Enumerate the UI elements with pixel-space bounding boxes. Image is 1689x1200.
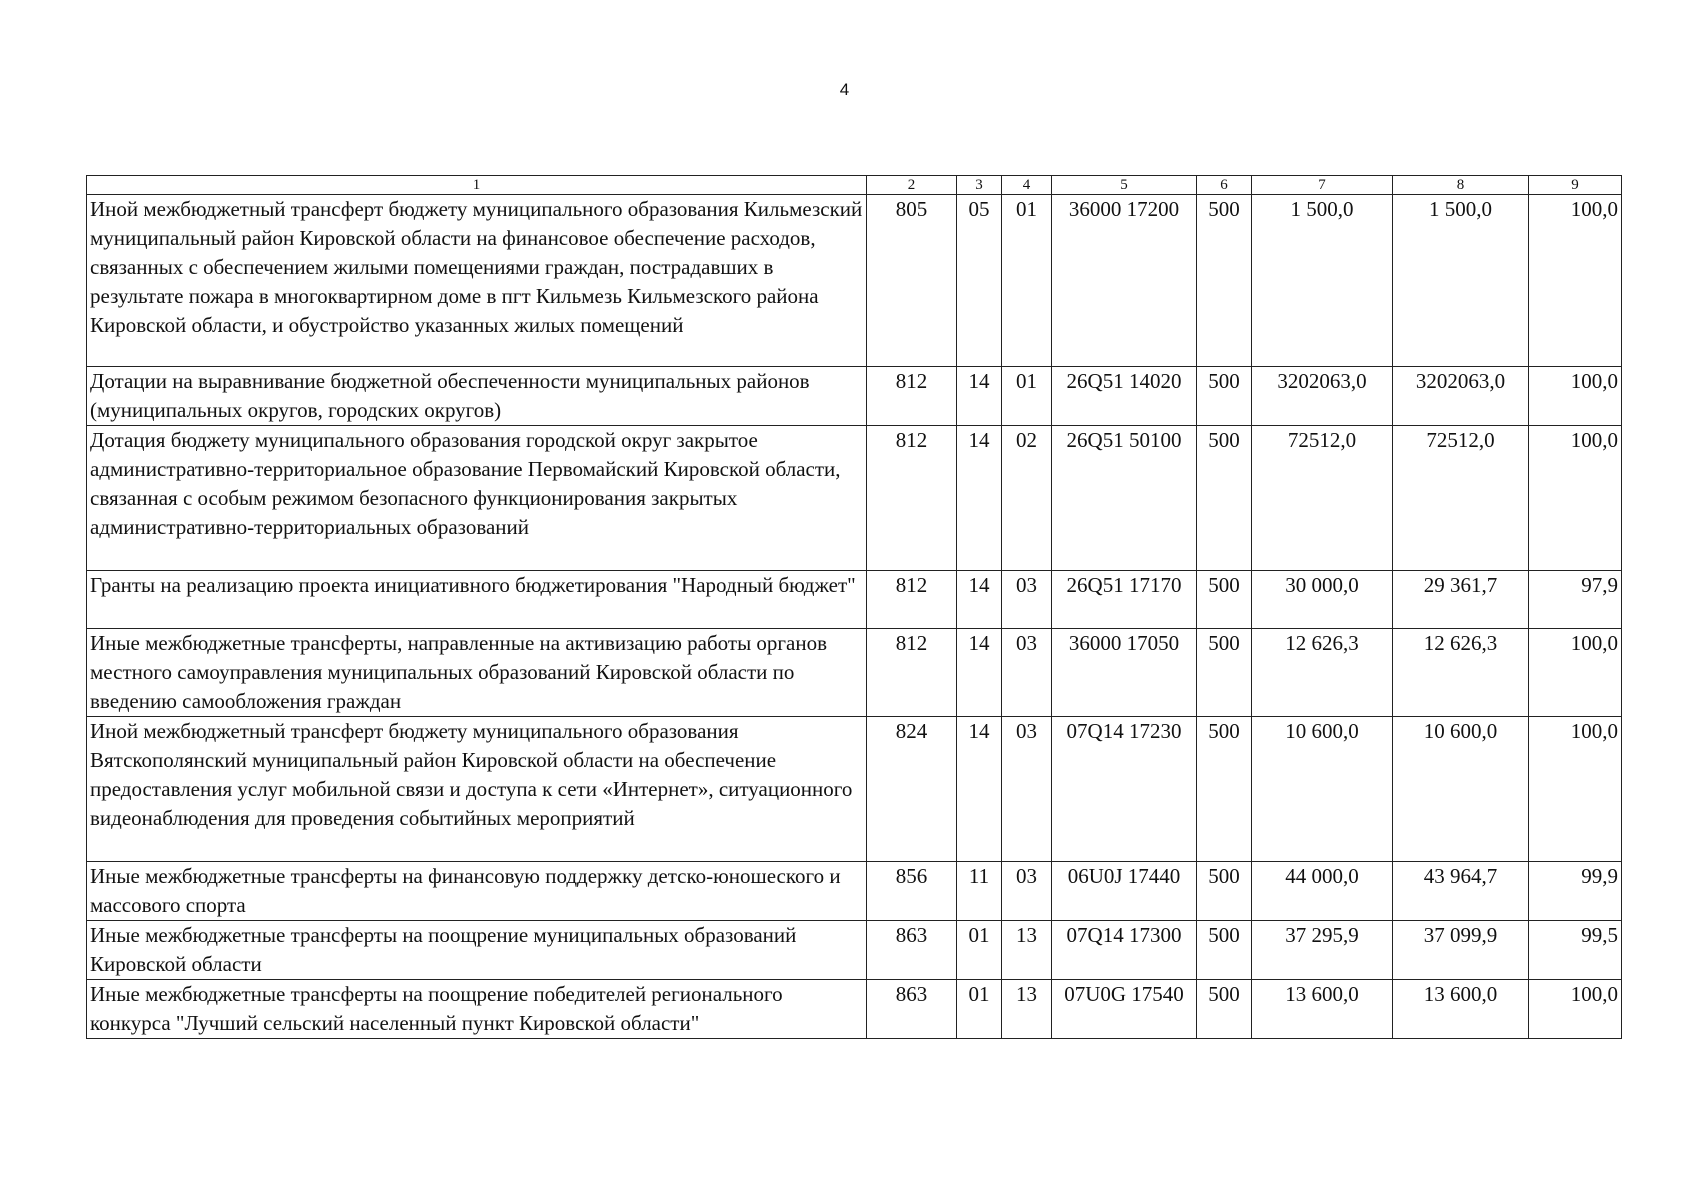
table-row bbox=[87, 921, 1622, 980]
row-description: Иные межбюджетные трансферты, направленные на активизацию работы органов местного самоуправления муниципальных образований Кировской области по введению самообложения граждан bbox=[87, 629, 867, 717]
row-description: Дотация бюджету муниципального образования городской округ закрытое административно-территориальное образование Первомайский Кировской области, связанная с особым режимом безопасного функционирования закрытых административно-территориальных образований bbox=[87, 426, 867, 571]
executed-amount-cell: 43 964,7 bbox=[1393, 862, 1529, 921]
page-number: 4 bbox=[839, 80, 850, 99]
section-code-cell: 01 bbox=[957, 921, 1002, 980]
admin-code-cell: 863 bbox=[867, 980, 957, 1039]
executed-amount-cell: 37 099,9 bbox=[1393, 921, 1529, 980]
section-code-cell: 14 bbox=[957, 426, 1002, 571]
subsection-code-cell: 02 bbox=[1002, 426, 1052, 571]
column-header: 3 bbox=[957, 176, 1002, 195]
admin-code-cell: 805 bbox=[867, 195, 957, 367]
target-item-cell: 06U0J 17440 bbox=[1052, 862, 1197, 921]
expense-type-cell: 500 bbox=[1197, 862, 1252, 921]
expense-type-cell: 500 bbox=[1197, 629, 1252, 717]
admin-code-cell: 856 bbox=[867, 862, 957, 921]
expense-type-cell: 500 bbox=[1197, 921, 1252, 980]
column-header: 8 bbox=[1393, 176, 1529, 195]
execution-percent-cell: 97,9 bbox=[1529, 571, 1622, 629]
row-description: Иные межбюджетные трансферты на финансовую поддержку детско-юношеского и массового спорта bbox=[87, 862, 867, 921]
column-header: 6 bbox=[1197, 176, 1252, 195]
target-item-cell: 07U0G 17540 bbox=[1052, 980, 1197, 1039]
planned-amount-cell: 3202063,0 bbox=[1252, 367, 1393, 426]
admin-code-cell: 863 bbox=[867, 921, 957, 980]
section-code-cell: 01 bbox=[957, 980, 1002, 1039]
column-header: 7 bbox=[1252, 176, 1393, 195]
section-code-cell: 14 bbox=[957, 717, 1002, 862]
planned-amount-cell: 12 626,3 bbox=[1252, 629, 1393, 717]
executed-amount-cell: 3202063,0 bbox=[1393, 367, 1529, 426]
subsection-code-cell: 01 bbox=[1002, 367, 1052, 426]
row-description: Гранты на реализацию проекта инициативного бюджетирования "Народный бюджет" bbox=[87, 571, 867, 629]
table-row bbox=[87, 717, 1622, 862]
row-description: Иной межбюджетный трансферт бюджету муниципального образования Вятскополянский муниципальный район Кировской области на обеспечение предоставления услуг мобильной связи и доступа к сети «Интернет», ситуационного видеонаблюдения для проведения событийных мероприятий bbox=[87, 717, 867, 862]
subsection-code-cell: 03 bbox=[1002, 629, 1052, 717]
executed-amount-cell: 29 361,7 bbox=[1393, 571, 1529, 629]
expense-type-cell: 500 bbox=[1197, 980, 1252, 1039]
target-item-cell: 36000 17050 bbox=[1052, 629, 1197, 717]
row-description: Иные межбюджетные трансферты на поощрение муниципальных образований Кировской области bbox=[87, 921, 867, 980]
target-item-cell: 26Q51 14020 bbox=[1052, 367, 1197, 426]
table-row bbox=[87, 426, 1622, 571]
subsection-code-cell: 03 bbox=[1002, 571, 1052, 629]
expense-type-cell: 500 bbox=[1197, 717, 1252, 862]
section-code-cell: 05 bbox=[957, 195, 1002, 367]
subsection-code-cell: 01 bbox=[1002, 195, 1052, 367]
row-description: Дотации на выравнивание бюджетной обеспеченности муниципальных районов (муниципальных округов, городских округов) bbox=[87, 367, 867, 426]
target-item-cell: 26Q51 17170 bbox=[1052, 571, 1197, 629]
execution-percent-cell: 100,0 bbox=[1529, 367, 1622, 426]
admin-code-cell: 824 bbox=[867, 717, 957, 862]
table-row bbox=[87, 629, 1622, 717]
execution-percent-cell: 100,0 bbox=[1529, 629, 1622, 717]
admin-code-cell: 812 bbox=[867, 426, 957, 571]
section-code-cell: 11 bbox=[957, 862, 1002, 921]
execution-percent-cell: 99,5 bbox=[1529, 921, 1622, 980]
expense-type-cell: 500 bbox=[1197, 426, 1252, 571]
column-header: 2 bbox=[867, 176, 957, 195]
table-row bbox=[87, 862, 1622, 921]
target-item-cell: 36000 17200 bbox=[1052, 195, 1197, 367]
subsection-code-cell: 13 bbox=[1002, 921, 1052, 980]
executed-amount-cell: 72512,0 bbox=[1393, 426, 1529, 571]
section-code-cell: 14 bbox=[957, 571, 1002, 629]
executed-amount-cell: 1 500,0 bbox=[1393, 195, 1529, 367]
subsection-code-cell: 03 bbox=[1002, 717, 1052, 862]
target-item-cell: 07Q14 17300 bbox=[1052, 921, 1197, 980]
expense-type-cell: 500 bbox=[1197, 367, 1252, 426]
table-row bbox=[87, 571, 1622, 629]
planned-amount-cell: 10 600,0 bbox=[1252, 717, 1393, 862]
table-row bbox=[87, 367, 1622, 426]
executed-amount-cell: 10 600,0 bbox=[1393, 717, 1529, 862]
column-header: 5 bbox=[1052, 176, 1197, 195]
subsection-code-cell: 03 bbox=[1002, 862, 1052, 921]
target-item-cell: 26Q51 50100 bbox=[1052, 426, 1197, 571]
section-code-cell: 14 bbox=[957, 367, 1002, 426]
execution-percent-cell: 99,9 bbox=[1529, 862, 1622, 921]
row-description: Иные межбюджетные трансферты на поощрение победителей регионального конкурса "Лучший сельский населенный пункт Кировской области" bbox=[87, 980, 867, 1039]
expense-type-cell: 500 bbox=[1197, 195, 1252, 367]
planned-amount-cell: 44 000,0 bbox=[1252, 862, 1393, 921]
section-code-cell: 14 bbox=[957, 629, 1002, 717]
planned-amount-cell: 30 000,0 bbox=[1252, 571, 1393, 629]
planned-amount-cell: 37 295,9 bbox=[1252, 921, 1393, 980]
planned-amount-cell: 72512,0 bbox=[1252, 426, 1393, 571]
executed-amount-cell: 12 626,3 bbox=[1393, 629, 1529, 717]
column-header: 9 bbox=[1529, 176, 1622, 195]
admin-code-cell: 812 bbox=[867, 367, 957, 426]
executed-amount-cell: 13 600,0 bbox=[1393, 980, 1529, 1039]
expense-type-cell: 500 bbox=[1197, 571, 1252, 629]
admin-code-cell: 812 bbox=[867, 571, 957, 629]
budget-table bbox=[86, 175, 1622, 1039]
table-row bbox=[87, 980, 1622, 1039]
planned-amount-cell: 1 500,0 bbox=[1252, 195, 1393, 367]
table-row bbox=[87, 195, 1622, 367]
target-item-cell: 07Q14 17230 bbox=[1052, 717, 1197, 862]
admin-code-cell: 812 bbox=[867, 629, 957, 717]
planned-amount-cell: 13 600,0 bbox=[1252, 980, 1393, 1039]
column-header: 1 bbox=[87, 176, 867, 195]
execution-percent-cell: 100,0 bbox=[1529, 717, 1622, 862]
execution-percent-cell: 100,0 bbox=[1529, 195, 1622, 367]
row-description: Иной межбюджетный трансферт бюджету муниципального образования Кильмезский муниципальный район Кировской области на финансовое обеспечение расходов, связанных с обеспечением жилыми помещениями граждан, пострадавших в результате пожара в многоквартирном доме в пгт Кильмезь Кильмезского района Кировской области, и обустройство указанных жилых помещений bbox=[87, 195, 867, 367]
column-number-row bbox=[87, 176, 1622, 195]
execution-percent-cell: 100,0 bbox=[1529, 980, 1622, 1039]
column-header: 4 bbox=[1002, 176, 1052, 195]
execution-percent-cell: 100,0 bbox=[1529, 426, 1622, 571]
subsection-code-cell: 13 bbox=[1002, 980, 1052, 1039]
